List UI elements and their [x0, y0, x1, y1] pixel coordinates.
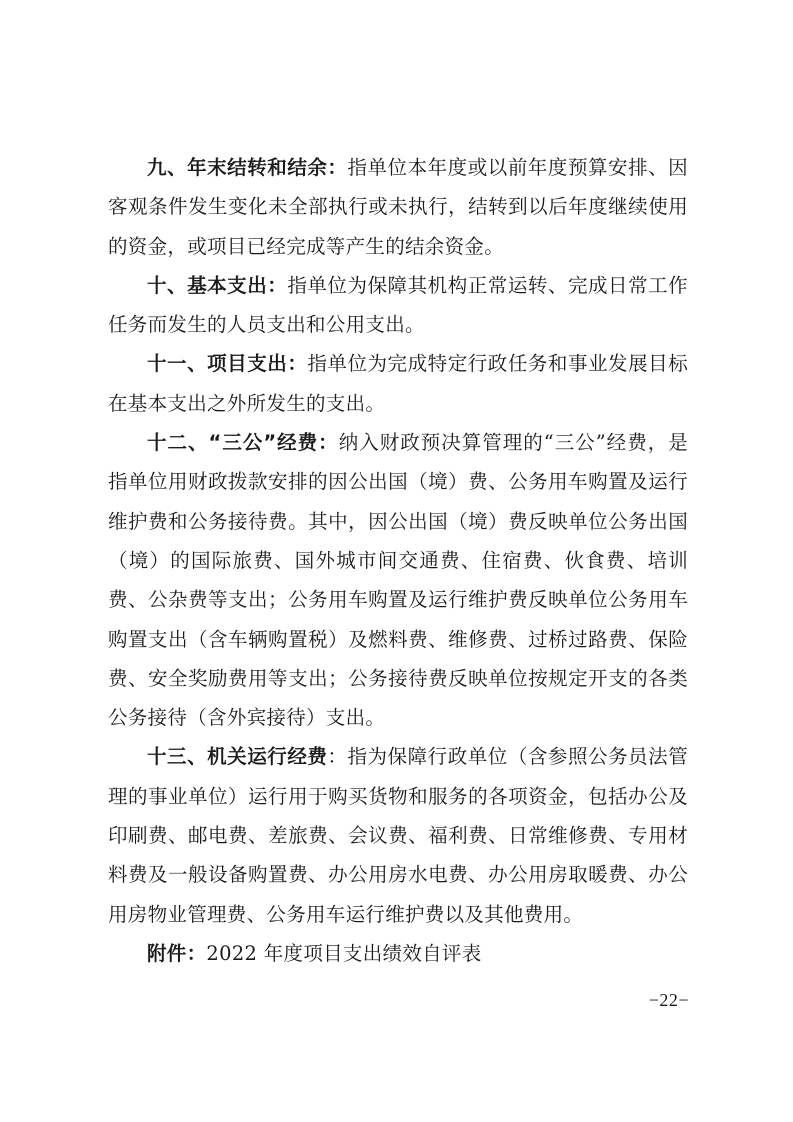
term-definition: 纳入财政预决算管理的“三公”经费，是指单位用财政拨款安排的因公出国（境）费、公务用车购置及运行维护费和公务接待费。其中，因公出国（境）费反映单位公务出国（境）的国际旅费、国外城市间交通费、住宿费、伙食费、培训费、公杂费等支出；公务用车购置及运行维护费反映单位公务用车购置支出（含车辆购置税）及燃料费、维修费、过桥过路费、保险费、安全奖励费用等支出；公务接待费反映单位按规定开支的各类公务接待（含外宾接待）支出。 — [108, 431, 688, 730]
paragraph-year-end-carryover — [108, 148, 688, 266]
term-heading: 十三、机关运行经费 — [147, 745, 328, 769]
term-definition: 指单位为完成特定行政任务和事业发展目标在基本支出之外所发生的支出。 — [108, 352, 688, 415]
term-definition: ：指为保障行政单位（含参照公务员法管理的事业单位）运行用于购买货物和服务的各项资金，包括办公及印刷费、邮电费、差旅费、会议费、福利费、日常维修费、专用材料费及一般设备购置费、办公用房水电费、办公用房取暖费、办公用房物业管理费、公务用车运行维护费以及其他费用。 — [108, 745, 689, 926]
paragraph-basic-expenditure — [108, 266, 688, 345]
term-heading: 十二、“三公”经费： — [147, 431, 339, 455]
paragraph-operating-funds — [108, 737, 688, 933]
attachment-label: 附件： — [147, 941, 207, 965]
term-heading: 九、年末结转和结余： — [147, 156, 348, 179]
paragraph-three-public-funds — [108, 423, 688, 737]
attachment-title: 2022 年度项目支出绩效自评表 — [206, 941, 482, 965]
term-heading: 十一、项目支出： — [147, 352, 308, 376]
term-definition: 指单位为保障其机构正常运转、完成日常工作任务而发生的人员支出和公用支出。 — [108, 273, 688, 337]
attachment-line — [108, 934, 688, 973]
paragraph-project-expenditure — [108, 344, 688, 423]
term-heading: 十、基本支出： — [147, 273, 288, 297]
page-number: −22− — [648, 990, 689, 1010]
document-body — [108, 148, 688, 973]
term-definition: 指单位本年度或以前年度预算安排、因客观条件发生变化未全部执行或未执行，结转到以后年度继续使用的资金，或项目已经完成等产生的结余资金。 — [108, 156, 688, 258]
